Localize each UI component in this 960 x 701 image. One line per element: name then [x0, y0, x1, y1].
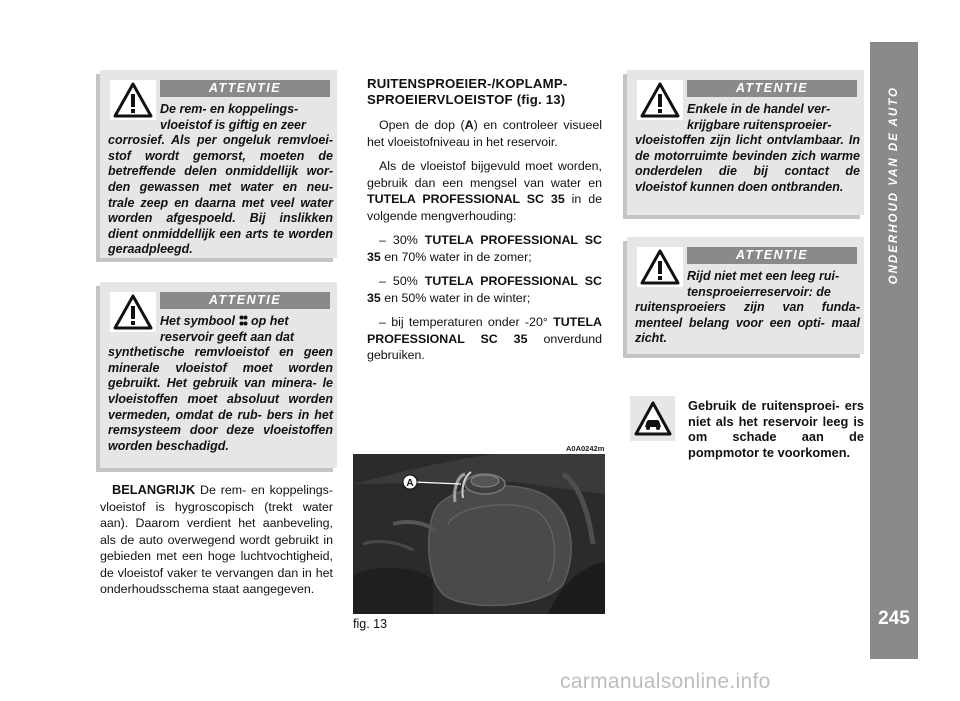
warning-line: De rem- en koppelings-	[160, 102, 299, 116]
page-number: 245	[878, 608, 910, 629]
warning-line: krijgbare ruitensproeier-	[687, 117, 832, 132]
warning-line: tensproeierreservoir: de	[687, 284, 831, 299]
warning-text	[635, 269, 860, 347]
warning-box-rem-vloeistof	[100, 70, 337, 258]
section-body: Open de dop (A) en controleer visueel het vloeistofniveau in het reservoir. Als de vloeistof bijgevuld moet worden, gebruik dan een mengsel van water en TUTELA PROFESSIONAL SC 35 in de volgende mengverhouding: – 30% TUTELA PROFESSIONAL SC 35 en 70% water in de zomer; – 50% TUTELA PROFESSIONAL SC 35 en 50% water in de winter; – bij temperaturen onder -20° TUTELA PROFESSIONAL SC 35 onverdund gebruiken.	[367, 118, 603, 362]
watermark: carmanualsonline.info	[560, 670, 771, 693]
attentie-label: ATTENTIE	[687, 247, 857, 264]
warning-body: ruitensproeiers zijn van funda- menteel belang voor een opti- maal zicht.	[635, 300, 860, 346]
warning-text	[108, 314, 333, 454]
heading-text: RUITENSPROEIER-/KOPLAMP- SPROEIERVLOEISTOF	[367, 76, 568, 107]
attentie-label: ATTENTIE	[160, 292, 330, 309]
warning-text	[108, 102, 333, 258]
figure-caption: fig. 13	[353, 617, 388, 631]
warning-body: vloeistoffen zijn licht ontvlambaar. In de motorruimte bevinden zich warme onderdelen die bij contact de vloeistof kunnen doen ontbranden.	[635, 133, 860, 194]
warning-line: Rijd niet met een leeg rui-	[687, 269, 840, 283]
tip-text	[632, 398, 864, 460]
belangrijk-paragraph	[100, 482, 333, 606]
warning-box-synthetische-vloeistof	[100, 282, 337, 468]
belangrijk-label: BELANGRIJK	[112, 482, 196, 497]
warning-body: corrosief. Als per ongeluk remvloei- stof wordt gemorst, moeten de betreffende delen onmiddellijk wor- den gewassen met water en neu- trale zeep en daarna met veel water worden afgespoeld. Bij inslikken dient onmiddellijk een arts te worden geraadpleegd.	[108, 133, 333, 257]
figure-callout-a: A	[406, 478, 414, 489]
belangrijk-text: De rem- en koppelings- vloeistof is hygroscopisch (trekt water aan). Daarom verdient het aanbeveling, als de auto overwegend wordt gebruikt in gebieden met een hoge luchtvochtigheid, de vloeistof vaker te vervangen dan in het onderhoudsschema staat aangegeven.	[100, 483, 333, 596]
section-heading	[367, 76, 602, 108]
warning-line: vloeistof is giftig en zeer	[160, 117, 306, 132]
warning-line: Enkele in de handel ver-	[687, 102, 831, 116]
synthetic-symbol-icon	[239, 315, 248, 326]
figure-code: A0A0242m	[566, 444, 605, 453]
heading-fig-ref: (fig. 13)	[516, 92, 566, 107]
warning-box-ontvlambaar	[627, 70, 864, 215]
warning-body: synthetische remvloeistof en geen minerale vloeistof moet worden gebruikt. Het gebruik van minera- le vloeistoffen moet absoluut worden vermeden, omdat de rub- bers in het remsysteem door deze vloeistoffen worden beschadigd.	[108, 345, 333, 453]
engine-bay-illustration	[353, 454, 605, 614]
attentie-label: ATTENTIE	[687, 80, 857, 97]
warning-line: reservoir geeft aan dat	[160, 329, 295, 344]
tip-body: Gebruik de ruitensproei- ers niet als het reservoir leeg is om schade aan de pompmotor te voorkomen.	[688, 398, 864, 460]
attentie-label: ATTENTIE	[160, 80, 330, 97]
warning-line: Het symbool op het	[160, 314, 289, 328]
figure-engine-reservoir	[353, 454, 605, 614]
warning-box-leeg-reservoir	[627, 237, 864, 354]
section-title: ONDERHOUD VAN DE AUTO	[888, 85, 900, 285]
warning-text	[635, 102, 860, 196]
